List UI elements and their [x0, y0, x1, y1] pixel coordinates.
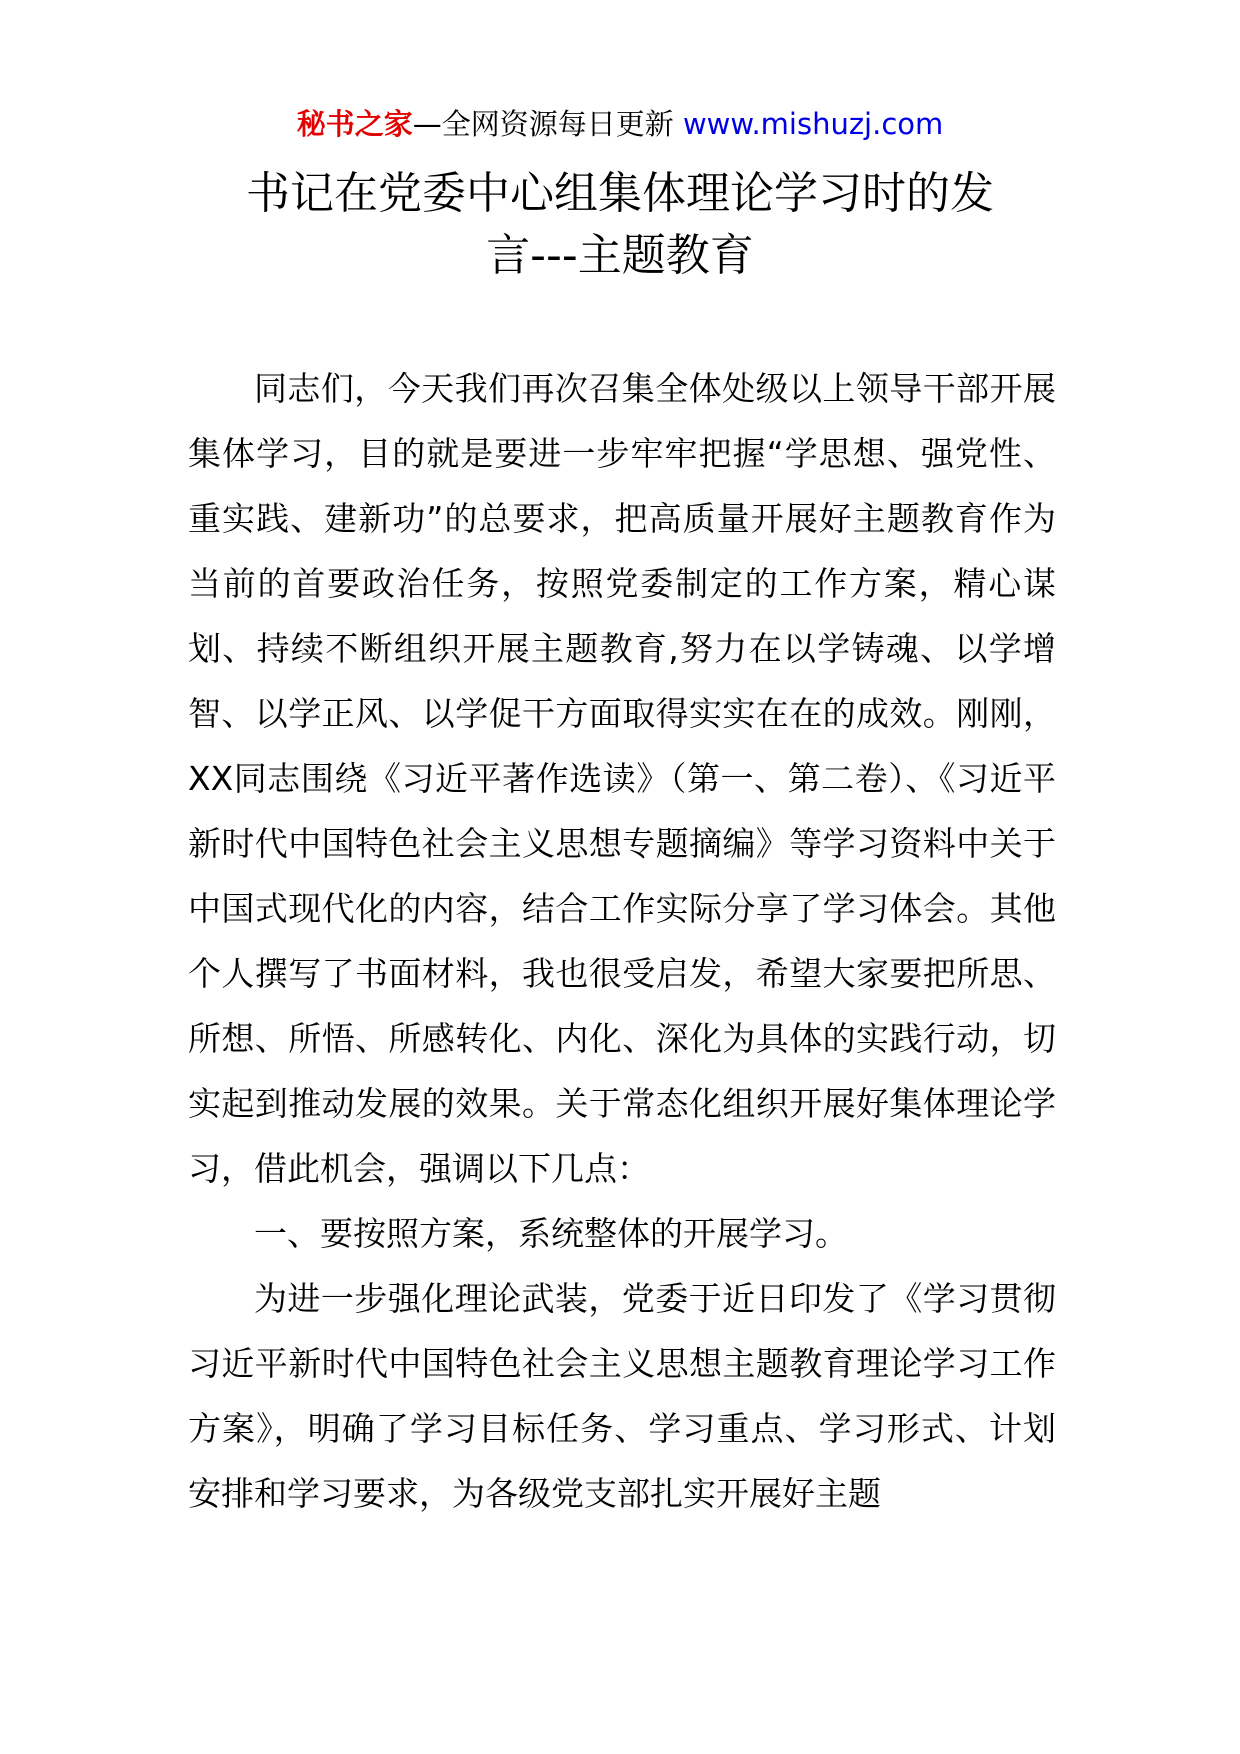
document-title	[160, 163, 1080, 287]
paragraph-intro: 同志们，今天我们再次召集全体处级以上领导干部开展集体学习，目的就是要进一步牢牢把握“学思想、强党性、重实践、建新功”的总要求，把高质量开展好主题教育作为当前的首要政治任务，按照党委制定的工作方案，精心谋划、持续不断组织开展主题教育,努力在以学铸魂、以学增智、以学正风、以学促干方面取得实实在在的成效。刚刚，XX同志围绕《习近平著作选读》（第一、第二卷）、《习近平新时代中国特色社会主义思想专题摘编》等学习资料中关于中国式现代化的内容，结合工作实际分享了学习体会。其他个人撰写了书面材料，我也很受启发，希望大家要把所思、所想、所悟、所感转化、内化、深化为具体的实践行动，切实起到推动发展的效果。关于常态化组织开展好集体理论学习，借此机会，强调以下几点：	[188, 369, 1056, 1188]
header-slogan: —全网资源每日更新	[412, 107, 683, 141]
paragraph-section-1: 为进一步强化理论武装，党委于近日印发了《学习贯彻习近平新时代中国特色社会主义思想主题教育理论学习工作方案》，明确了学习目标任务、学习重点、学习形式、计划安排和学习要求，为各级党支部扎实开展好主题	[188, 1279, 1056, 1513]
title-line-1: 书记在党委中心组集体理论学习时的发	[246, 168, 994, 219]
site-header	[0, 104, 1240, 144]
brand-name: 秘书之家	[296, 107, 413, 141]
document-body	[188, 356, 1056, 1526]
section-heading-1: 一、要按照方案，系统整体的开展学习。	[254, 1214, 848, 1253]
title-line-2: 言---主题教育	[486, 230, 754, 281]
site-url-link[interactable]: www.mishuzj.com	[682, 107, 944, 141]
